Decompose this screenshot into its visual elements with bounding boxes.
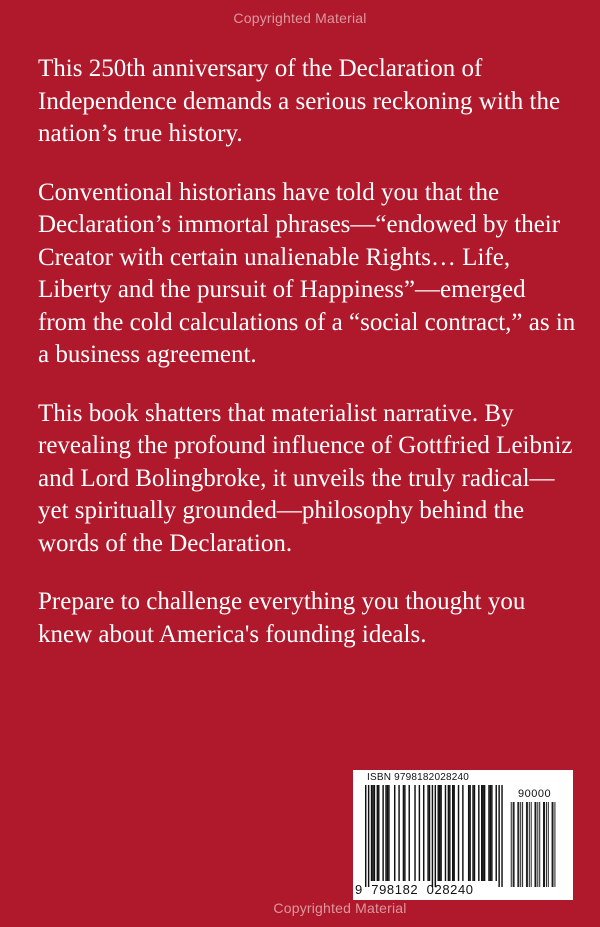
barcode-bar [468,785,469,881]
barcode-bar [469,785,470,881]
price-code-bar [548,802,549,887]
price-code-bar [546,802,547,887]
price-code-bar [553,802,554,887]
isbn-barcode [353,770,573,900]
barcode-bar [496,785,497,881]
barcode-bar [409,785,410,881]
barcode-bar [382,785,383,881]
barcode-bar [429,785,430,881]
barcode-bar [439,785,440,881]
barcode-bar [449,785,450,881]
barcode-bar [448,785,449,881]
barcode-bar [398,785,399,881]
barcode-bar [452,785,453,881]
barcode-bar [438,785,439,881]
barcode-bar [368,785,369,887]
barcode-bar [378,785,379,881]
price-code-bar [554,802,555,887]
isbn-label: ISBN 9798182028240 [367,772,470,783]
price-code-bar [539,802,540,887]
barcode-bar [445,785,446,881]
price-code-bar [531,802,532,887]
barcode-bar [387,785,388,881]
barcode-bar [372,785,373,881]
barcode-bar [394,785,395,881]
barcode-bar [423,785,424,881]
watermark-bottom: Copyrighted Material [273,900,407,916]
price-code-bar [526,802,527,887]
price-code-bar [527,802,528,887]
barcode-bar [414,785,415,881]
blurb-paragraph-2: Conventional historians have told you that the Declaration’s immortal phrases—“endowed by their Creator with certain unalienable Rights… Life, Liberty and the pursuit of Happiness”—emerged from the cold calculations of a “social contract,” as in a business agreement. [38,178,576,368]
price-code-bar [552,802,553,887]
barcode-bar [435,785,436,887]
blurb-paragraph-4: Prepare to challenge everything you thought you knew about America's founding ideals. [38,588,526,648]
barcode-bar [491,785,492,881]
price-code-bar [529,802,530,887]
watermark-top: Copyrighted Material [233,10,367,26]
barcode-bar [490,785,491,881]
price-code-bar [513,802,514,887]
price-code-bar [544,802,545,887]
barcode-bar [374,785,375,881]
price-code-bar [535,802,536,887]
price-code-bar [514,802,515,887]
barcode-bar [458,785,459,881]
barcode-bar [377,785,378,881]
isbn-digits: 9 798182 028240 [355,882,474,897]
barcode-bar [498,785,499,887]
barcode-bar [365,785,366,887]
price-code-bar [511,802,512,887]
price-code-bar [535,802,536,887]
price-code-bar [518,802,519,887]
barcode-bar [482,785,483,881]
barcode-bar [419,785,420,881]
barcode-bar [388,785,389,881]
blurb-paragraph-3: This book shatters that materialist narrative. By revealing the profound influence of Gottfried Leibniz and Lord Bolingbroke, it unveils the truly radical—yet spiritually grounded—philosophy behind the words of the Declaration. [38,399,573,557]
price-code-bar [520,802,521,887]
barcode-bar [440,785,441,881]
blurb [38,53,578,677]
barcode-bar [481,785,482,881]
barcode-bar [478,785,479,881]
barcode-bar [501,785,502,887]
barcode-bar [453,785,454,881]
barcode-bar [472,785,473,881]
barcode-bar [403,785,404,881]
price-code-bar [537,802,538,887]
price-code: 90000 [518,788,552,800]
barcode-bar [432,785,433,887]
barcode-bar [484,785,485,881]
price-code-bar [543,802,544,887]
barcode-bar [474,785,475,881]
blurb-paragraph-1: This 250th anniversary of the Declaration of Independence demands a serious reckoning with the nation’s true history. [38,55,561,147]
barcode-bar [488,785,489,881]
barcode-bar [385,785,386,881]
barcode-bar [371,785,372,881]
barcode-bar [427,785,428,881]
price-code-bar [517,802,518,887]
price-code-bar [522,802,523,887]
barcode-bar [462,785,463,881]
barcode-bar [404,785,405,881]
